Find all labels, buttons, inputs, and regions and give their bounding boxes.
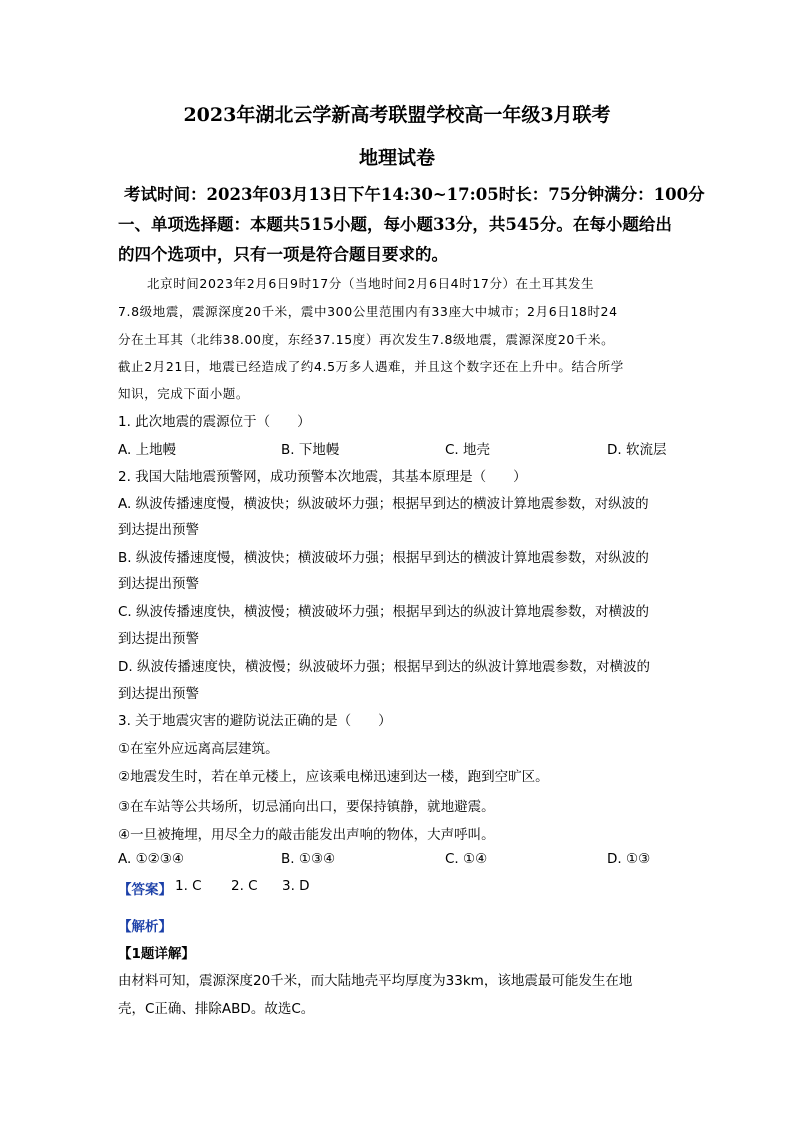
material-line: 7.8级地震，震源深度20千米，震中300公里范围内有33座大中城市；2月6日18时24: [118, 304, 618, 319]
option-c: C. 地壳: [445, 442, 491, 458]
answer-value: 1. C: [175, 878, 202, 894]
material-line: 北京时间2023年2月6日9时17分（当地时间2月6日4时17分）在土耳其发生: [147, 276, 595, 291]
option-b-continued: 到达提出预警: [118, 576, 199, 592]
analysis-label: 【解析】: [118, 919, 172, 935]
option-a: A. 纵波传播速度慢，横波快；纵波破坏力强；根据早到达的横波计算地震参数，对纵波的: [118, 496, 649, 512]
answer-label: 【答案】: [118, 882, 172, 898]
answer-value: 3. D: [282, 878, 310, 894]
exam-info: 考试时间：2023年03月13日下午14:30~17:05时长：75分钟满分：100分: [124, 185, 705, 204]
page-subtitle: 地理试卷: [358, 147, 435, 169]
section-instruction-line-2: 的四个选项中，只有一项是符合题目要求的。: [118, 245, 448, 264]
option-a: A. ①②③④: [118, 851, 184, 867]
statement-4: ④一旦被掩埋，用尽全力的敲击能发出声响的物体，大声呼叫。: [118, 827, 495, 843]
statement-1: ①在室外应远离高层建筑。: [118, 741, 279, 757]
analysis-detail-label: 【1题详解】: [118, 946, 195, 962]
option-b: B. ①③④: [281, 851, 336, 867]
material-line: 分在土耳其（北纬38.00度，东经37.15度）再次发生7.8级地震，震源深度20千米。: [118, 332, 615, 347]
analysis-text: 由材料可知，震源深度20千米，而大陆地壳平均厚度为33km，该地震最可能发生在地: [118, 973, 633, 989]
analysis-text: 壳，C正确、排除ABD。故选C。: [118, 1001, 315, 1017]
option-c: C. ①④: [445, 851, 488, 867]
option-d: D. ①③: [607, 851, 651, 867]
answer-value: 2. C: [231, 878, 258, 894]
option-c: C. 纵波传播速度快，横波慢；横波破坏力强；根据早到达的纵波计算地震参数，对横波的: [118, 604, 650, 620]
question-stem: 3. 关于地震灾害的避防说法正确的是（ ）: [118, 713, 392, 729]
material-line: 知识，完成下面小题。: [118, 386, 250, 401]
material-line: 截止2月21日，地震已经造成了约4.5万多人遇难，并且这个数字还在上升中。结合所学: [118, 359, 624, 374]
option-d-continued: 到达提出预警: [118, 686, 199, 702]
option-b: B. 下地幔: [281, 442, 340, 458]
statement-3: ③在车站等公共场所，切忌涌向出口，要保持镇静，就地避震。: [118, 799, 495, 815]
page-title: 2023年湖北云学新高考联盟学校高一年级3月联考: [183, 104, 611, 126]
option-b: B. 纵波传播速度慢，横波快；横波破坏力强；根据早到达的横波计算地震参数，对纵波的: [118, 550, 649, 566]
option-d: D. 软流层: [607, 442, 667, 458]
section-instruction-line-1: 一、单项选择题：本题共515小题，每小题33分，共545分。在每小题给出: [118, 215, 672, 234]
question-stem: 2. 我国大陆地震预警网，成功预警本次地震，其基本原理是（ ）: [118, 469, 527, 485]
option-c-continued: 到达提出预警: [118, 631, 199, 647]
statement-2: ②地震发生时，若在单元楼上，应该乘电梯迅速到达一楼，跑到空旷区。: [118, 769, 549, 785]
option-d: D. 纵波传播速度快，横波慢；纵波破坏力强；根据早到达的纵波计算地震参数，对横波的: [118, 659, 650, 675]
option-a-continued: 到达提出预警: [118, 522, 199, 538]
question-stem: 1. 此次地震的震源位于（ ）: [118, 414, 311, 430]
option-a: A. 上地幔: [118, 442, 177, 458]
